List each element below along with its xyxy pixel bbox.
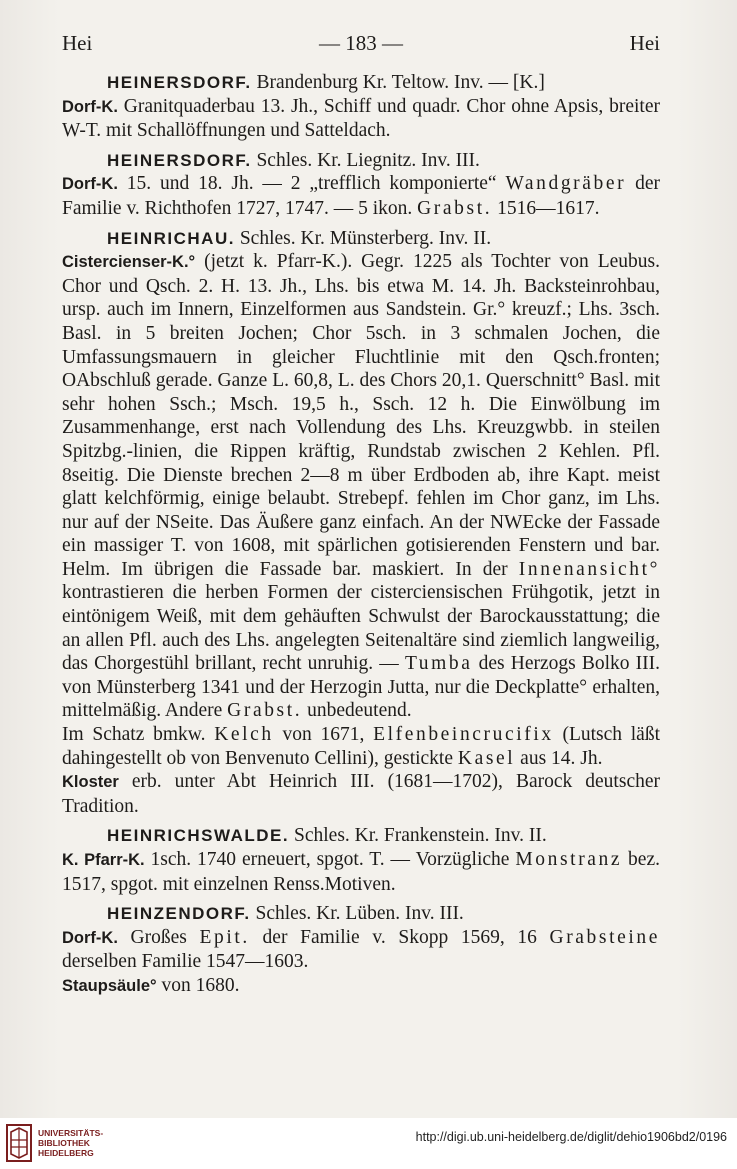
entry-heinersdorf-schlesien xyxy=(62,149,660,221)
spaced-term: Kelch xyxy=(214,724,274,746)
entry-text: kontrastieren die herben Formen der cisterciensischen Frühgotik, jetzt in eintönigem Weiß, mit dem gehäuften Schwulst der Barockausstattung; die an allen Pfl. auch des Lhs. angelegten Seitenaltäre sind ziemlich langweilig, das Chorgestühl brillant, recht unruhig. — xyxy=(62,582,660,675)
spaced-term: Kasel xyxy=(457,747,516,769)
library-logo-icon xyxy=(6,1124,32,1162)
library-name-line: HEIDELBERG xyxy=(38,1148,94,1158)
building-keyword: Dorf-K. xyxy=(62,97,118,116)
entry-location: Brandenburg Kr. Teltow. Inv. — [K.] xyxy=(251,72,545,93)
spaced-term: Monstranz xyxy=(515,849,623,870)
place-name: HEINRICHSWALDE. xyxy=(107,826,290,846)
entry-text: 1516—1617. xyxy=(492,197,600,219)
running-head xyxy=(62,31,660,59)
place-name: HEINERSDORF. xyxy=(107,73,252,92)
entry-heinrichau xyxy=(62,227,660,819)
entry-text: von 1671, xyxy=(273,724,374,746)
library-footer xyxy=(0,1118,737,1169)
body-text xyxy=(62,71,660,999)
place-name: HEINERSDORF. xyxy=(107,150,252,170)
monastery-paragraph xyxy=(62,770,660,818)
entry-text: Großes xyxy=(117,926,200,948)
spaced-term: Elfenbeincrucifix xyxy=(373,724,554,746)
entry-text: bez. 1517, spgot. mit einzelnen Renss.Motiven. xyxy=(62,849,660,895)
entry-text: unbedeutend. xyxy=(302,700,412,722)
entry-text: (Lutsch läßt dahingestellt ob von Benvenuto Cellini), gestickte xyxy=(62,724,661,769)
library-name-line: UNIVERSITÄTS- xyxy=(38,1128,104,1138)
spaced-term: Innenansicht° xyxy=(518,558,660,580)
building-keyword: K. Pfarr-K. xyxy=(62,851,145,869)
entry-location: Schles. Kr. Frankenstein. Inv. II. xyxy=(289,825,547,847)
treasury-paragraph xyxy=(62,723,660,770)
spaced-term: Grabst. xyxy=(227,700,303,722)
entry-location: Schles. Kr. Liegnitz. Inv. III. xyxy=(251,149,480,171)
library-name xyxy=(38,1128,103,1158)
entry-heinzendorf xyxy=(62,902,660,998)
entry-text: Im Schatz bmkw. xyxy=(62,724,215,746)
spaced-term: Tumba xyxy=(404,653,473,675)
building-keyword: Dorf-K. xyxy=(62,175,118,194)
entry-location: Schles. Kr. Lüben. Inv. III. xyxy=(250,903,464,925)
place-name: HEINZENDORF. xyxy=(107,904,251,924)
building-keyword: Staupsäule° xyxy=(62,976,157,995)
entry-heinersdorf-brandenburg xyxy=(62,71,660,143)
spaced-term: Grabsteine xyxy=(549,926,660,948)
page-number: — 183 — xyxy=(319,31,403,55)
entry-text: Granitquaderbau 13. Jh., Schiff und quadr. Chor ohne Apsis, breiter W-T. mit Schallöffnungen und Satteldach. xyxy=(62,95,660,142)
entry-heinrichswalde xyxy=(62,824,660,896)
entry-text: (jetzt k. Pfarr-K.). Gegr. 1225 als Tochter von Leubus. Chor und Qsch. 2. H. 13. Jh., Lhs. bis etwa M. 14. Jh. Backsteinrohbau, ursp. auch im Innern, Einzelformen aus Sandstein. Gr.° kreuzf.; Lhs. 3sch. Basl. in 5 breiten Jochen; Chor 5sch. in 3 schmalen Jochen, die Umfassungsmauern in gleicher Fluchtlinie mit den Qsch.fronten; OAbschluß gerade. Ganze L. 60,8, L. des Chors 20,1. Querschnitt° Basl. mit sehr hohen Ssch.; Msch. 19,5 h., Ssch. 12 h. Die Einwölbung im Zusammenhange, erst nach Vollendung des Lhs. Kreuzgwbb. in steilen Spitzbg.-linien, die Rippen kräftig, Rundstab zwischen 2 Kehlen. Pfl. 8seitig. Die Dienste brechen 2—8 m über Erdboden ab, ihre Kapt. meist glatt kelchförmig, einige belaubt. Strebepf. fehlen im Chor ganz, im Lhs. nur auf der NSeite. Das Äußere ganz einfach. An der NWEcke der Fassade ein massiger T. von 1608, mit spärlichen gotisierenden Fenstern und bar. Helm. Im übrigen die Fassade bar. maskiert. In der xyxy=(62,251,660,580)
library-name-line: BIBLIOTHEK xyxy=(38,1138,90,1148)
entry-text: 15. und 18. Jh. — 2 „trefflich komponierte“ xyxy=(117,173,506,195)
entry-text: des Herzogs Bolko III. von Münsterberg 1341 und der Herzogin Jutta, nur die Deckplatte° erhalten, mittelmäßig. Andere xyxy=(62,653,660,722)
spaced-term: Epit. xyxy=(199,926,250,948)
place-name: HEINRICHAU. xyxy=(107,228,235,248)
entry-text: von 1680. xyxy=(156,974,240,996)
building-keyword: Kloster xyxy=(62,773,119,792)
entry-text: der Familie v. Richthofen 1727, 1747. — 5 ikon. xyxy=(62,173,660,219)
spaced-term: Grabst. xyxy=(417,197,493,219)
main-paragraph xyxy=(62,250,660,723)
building-keyword: Dorf-K. xyxy=(62,928,118,947)
entry-text: derselben Familie 1547—1603. xyxy=(62,951,309,973)
running-head-left: Hei xyxy=(62,31,93,55)
source-url-link[interactable]: http://digi.ub.uni-heidelberg.de/diglit/dehio1906bd2/0196 xyxy=(415,1130,727,1144)
entry-location: Schles. Kr. Münsterberg. Inv. II. xyxy=(234,227,492,249)
spaced-term: Wandgräber xyxy=(505,173,627,195)
entry-text: 1sch. 1740 erneuert, spgot. T. — Vorzügliche xyxy=(144,849,516,870)
building-keyword: Cistercienser-K.° xyxy=(62,253,196,272)
entry-text: aus 14. Jh. xyxy=(515,747,603,769)
running-head-right: Hei xyxy=(629,31,660,55)
entry-text: der Familie v. Skopp 1569, 16 xyxy=(249,926,550,948)
entry-text: erb. unter Abt Heinrich III. (1681—1702), Barock deutscher Tradition. xyxy=(62,771,660,817)
